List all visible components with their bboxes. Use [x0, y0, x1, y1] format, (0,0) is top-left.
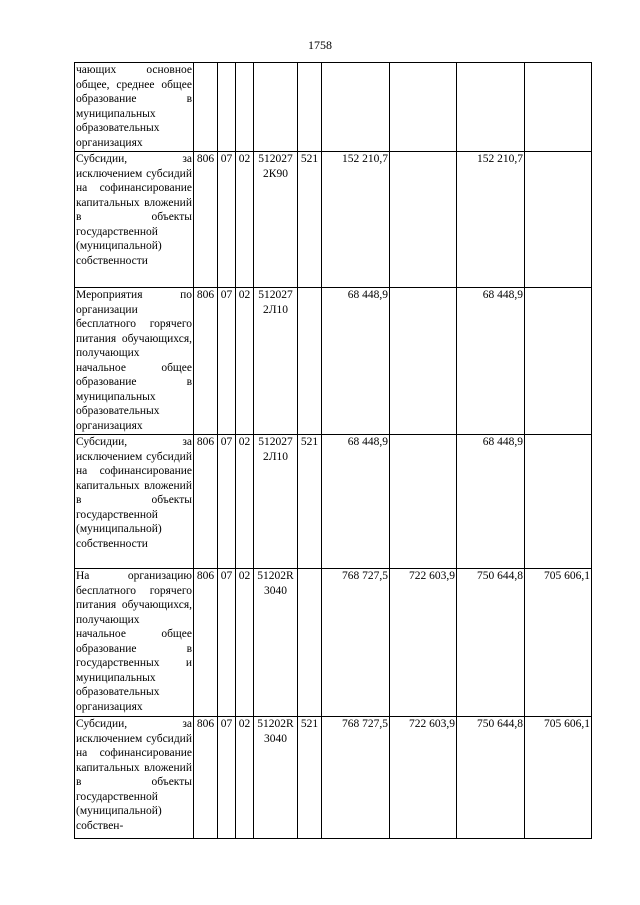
- table-row: [75, 63, 592, 152]
- amount-4: 705 606,1: [525, 569, 592, 717]
- amount-2: [390, 63, 457, 152]
- amount-3: 68 448,9: [457, 288, 525, 435]
- amount-3: 68 448,9: [457, 435, 525, 569]
- row-description: Субсидии, за исключением субсидий на софинансирование капитальных вложений в объекты государственной (муниципальной) собственности: [75, 152, 194, 288]
- subsection-code: 02: [236, 152, 254, 288]
- target-article-code-part2: 2Л10: [262, 450, 289, 463]
- section-code: 07: [218, 152, 236, 288]
- amount-4: [525, 63, 592, 152]
- target-article-code: [254, 717, 298, 839]
- amount-4: [525, 435, 592, 569]
- amount-1: 152 210,7: [322, 152, 390, 288]
- target-article-code: [254, 152, 298, 288]
- expense-type-code: [298, 569, 322, 717]
- amount-2: [390, 435, 457, 569]
- row-description: Субсидии, за исключением субсидий на софинансирование капитальных вложений в объекты государственной (муниципальной) собственности: [75, 435, 194, 569]
- expense-type-code: [298, 63, 322, 152]
- grbs-code: 806: [194, 717, 218, 839]
- row-description: чающих основное общее, среднее общее образование в муниципальных образовательных организациях: [75, 63, 194, 152]
- table-row: [75, 717, 592, 839]
- target-article-code-part1: 512027: [258, 289, 293, 301]
- amount-1: 68 448,9: [322, 435, 390, 569]
- target-article-code-part2: 2К90: [263, 167, 288, 180]
- budget-table: [74, 62, 592, 839]
- target-article-code: [254, 288, 298, 435]
- amount-2: 722 603,9: [390, 569, 457, 717]
- target-article-code-part1: 51202R: [257, 570, 294, 582]
- expense-type-code: [298, 288, 322, 435]
- target-article-code-part1: 51202R: [257, 718, 294, 730]
- grbs-code: 806: [194, 569, 218, 717]
- section-code: [218, 63, 236, 152]
- page-number: 1758: [308, 38, 332, 52]
- expense-type-code: 521: [298, 152, 322, 288]
- table-row: [75, 435, 592, 569]
- grbs-code: 806: [194, 435, 218, 569]
- amount-3: [457, 63, 525, 152]
- grbs-code: 806: [194, 288, 218, 435]
- amount-1: 68 448,9: [322, 288, 390, 435]
- subsection-code: 02: [236, 435, 254, 569]
- target-article-code: [254, 435, 298, 569]
- table-row: [75, 288, 592, 435]
- subsection-code: [236, 63, 254, 152]
- table-row: [75, 569, 592, 717]
- target-article-code: [254, 569, 298, 717]
- target-article-code-part2: 2Л10: [262, 303, 289, 316]
- amount-3: 750 644,8: [457, 569, 525, 717]
- expense-type-code: 521: [298, 717, 322, 839]
- row-description: Субсидии, за исключением субсидий на софинансирование капитальных вложений в объекты государственной (муниципальной) собствен-: [75, 717, 194, 839]
- amount-4: 705 606,1: [525, 717, 592, 839]
- amount-2: [390, 288, 457, 435]
- amount-2: [390, 152, 457, 288]
- amount-1: [322, 63, 390, 152]
- expense-type-code: 521: [298, 435, 322, 569]
- subsection-code: 02: [236, 569, 254, 717]
- target-article-code-part1: 512027: [258, 153, 293, 165]
- amount-4: [525, 152, 592, 288]
- target-article-code: [254, 63, 298, 152]
- grbs-code: [194, 63, 218, 152]
- grbs-code: 806: [194, 152, 218, 288]
- target-article-code-part1: 512027: [258, 436, 293, 448]
- row-description: На организацию бесплатного горячего питания обучающихся, получающих начальное общее образование в государственных и муниципальных образовательных организациях: [75, 569, 194, 717]
- section-code: 07: [218, 569, 236, 717]
- table-row: [75, 152, 592, 288]
- section-code: 07: [218, 717, 236, 839]
- subsection-code: 02: [236, 288, 254, 435]
- section-code: 07: [218, 435, 236, 569]
- subsection-code: 02: [236, 717, 254, 839]
- amount-1: 768 727,5: [322, 717, 390, 839]
- amount-3: 152 210,7: [457, 152, 525, 288]
- amount-4: [525, 288, 592, 435]
- row-description: Мероприятия по организации бесплатного горячего питания обучающихся, получающих начальное общее образование в муниципальных образовательных организациях: [75, 288, 194, 435]
- section-code: 07: [218, 288, 236, 435]
- amount-2: 722 603,9: [390, 717, 457, 839]
- target-article-code-part2: 3040: [264, 732, 287, 745]
- amount-3: 750 644,8: [457, 717, 525, 839]
- amount-1: 768 727,5: [322, 569, 390, 717]
- target-article-code-part2: 3040: [264, 584, 287, 597]
